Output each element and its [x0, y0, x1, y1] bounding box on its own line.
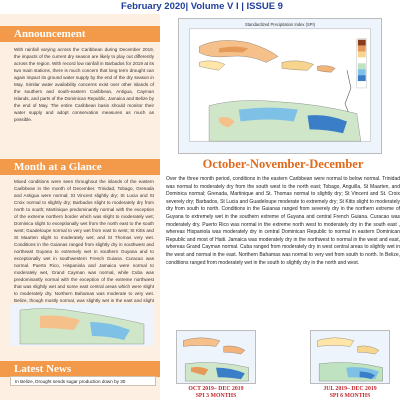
spi-map-title: Standardized Precipitation Index (SPI) — [245, 21, 315, 27]
spi-map-sidebar-graphic — [10, 304, 154, 346]
spi-6-month-graphic — [311, 331, 389, 383]
spi-3-month-caption-dates: OCT 2019– DEC 2019 — [188, 386, 244, 392]
spi-6-month-caption-label: SPI 6 MONTHS — [329, 393, 371, 399]
spi-3-month-graphic — [177, 331, 255, 383]
announcement-text: With rainfall varying across the Caribbean during December 2019, the impacts of the current dry season are likely to play out differently across the region. With record low rainfall in Barbados for 2019 at its two main stations, there is much concern that long term drought can again impact its ground water supply by the end of the dry season in May. Similar water availability concerns exist over other islands of the southern and south-eastern Caribbean, Antigua, Cayman Islands, and parts of the Dominican Republic, Jamaica and Belize by the end of May. The entire Caribbean basin should monitor their water supply and adopt conservation measures as much as possible. — [14, 47, 154, 122]
spi-map-main — [178, 18, 382, 154]
main-article-text: Over the three month period, conditions in the eastern Caribbean were normal to below normal. Trinidad was normal to moderately dry from the south west to the north east; Tobago, Anguilla, St Maarten, and Dominica normal; Grenada, Martinique and St. Thomas normal to slightly dry; St Vincent and St. Croix severely dry; Barbados, St Lucia and Guadeloupe moderate to extremely dry; St Kitts slight to moderately dry from south to north. Conditions in the Guianas ranged from severely dry in the northern extreme of Guyana to extremely wet in the southern extreme of Guyana and central French Guiana. Curacao was moderately dry. Puerto Rico was normal in the extreme north west to moderately dry in the south east , whereas Hispaniola was moderately dry in central Dominican Republic to normal in eastern Dominican Republic and most of Haiti. Jamaica was moderately dry in the northwest to normal in the west and east, whereas Grand Cayman normal. Cuba ranged from moderately dry in west central areas to slightly wet in the west and normal in the east. Northern Bahamas was normal to very wet from south to north. In Belize, conditions ranged from moderately wet in the south to slightly dry in the north and west. — [166, 176, 400, 266]
newsletter-header: February 2020| Volume V I | ISSUE 9 — [121, 1, 283, 12]
spi-map-sidebar — [10, 304, 154, 346]
spi-3-month-caption-label: SPI 3 MONTHS — [195, 393, 237, 399]
month-at-a-glance-title: Month at a Glance — [0, 159, 160, 175]
spi-3-month-map — [176, 330, 256, 384]
spi-6-month-caption-dates: JUL 2019– DEC 2019 — [323, 386, 377, 392]
month-at-a-glance-text: Mixed conditions were seen throughout the islands of the eastern Caribbean in the month of December. Trinidad, Tobago, Grenada and Antigua were normal; St Vincent slightly dry; St Lucia and St Croix normal to slightly dry; Barbados slight to moderately dry from north to south; Martinique predominantly normal with the exception of the extreme northern border which was slight to moderately wet; Dominica slight to exceptionally wet from the north east to the south west; Guadeloupe normal to very wet from east to west; St Kitts and St Maarten slight to moderately wet; and St Thomas very wet. Conditions in the Guianas ranged from slightly dry in southwest and northeast Guyana to extremely wet in southern Guyana and to exceptionally wet in southwestern French Guiana. Curacao was normal. Puerto Rico, Hispaniola and Jamaica were normal to moderately wet, Grand Cayman was normal, while Cuba was predominantly normal with the exception of the extreme northwest that was slightly wet and some east central areas which were slight to moderately dry. Northern Bahamas was moderate to very wet. Belize, though mostly normal, was slightly wet in the east and slight — [14, 179, 154, 303]
announcement-title: Announcement — [0, 26, 160, 42]
spi-6-month-map — [310, 330, 390, 384]
spi-map-graphic — [179, 19, 381, 153]
latest-news-item[interactable]: In Belize, Drought sends sugar production down by 30 — [10, 376, 156, 386]
main-article-title: October-November-December — [202, 157, 364, 171]
latest-news-title: Latest News — [0, 361, 160, 377]
